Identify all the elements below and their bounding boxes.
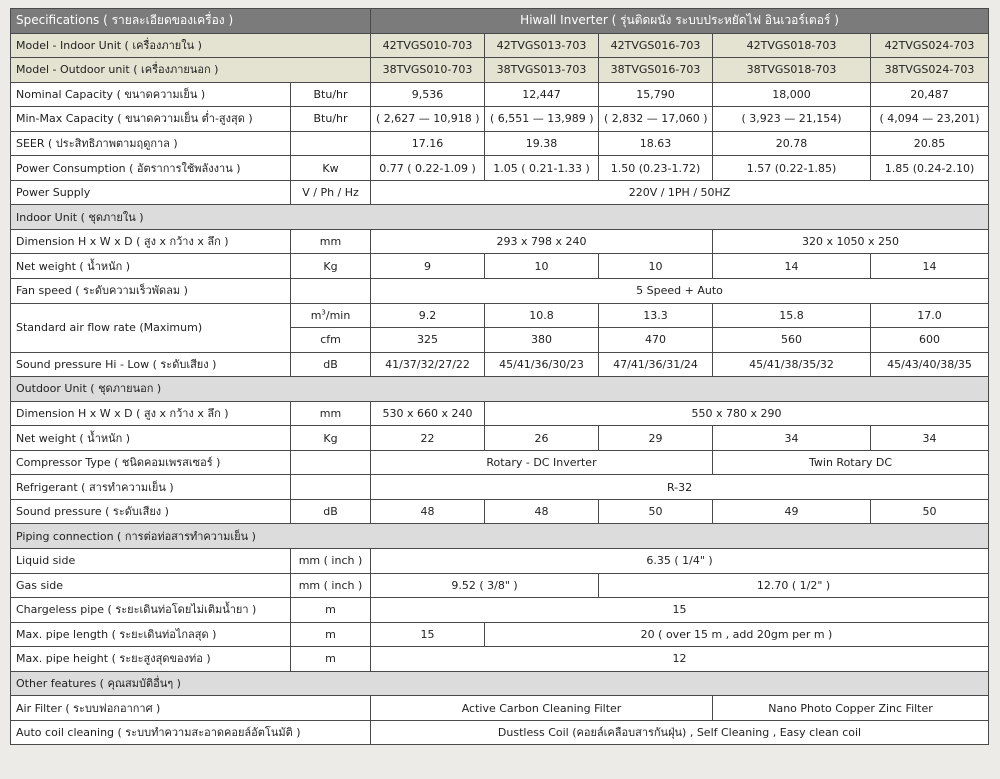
row-label: Max. pipe height ( ระยะสูงสุดของท่อ ) xyxy=(11,647,291,672)
value-cell: 10.8 xyxy=(485,303,599,328)
model-cell: 38TVGS016-703 xyxy=(599,58,713,83)
other-section-row xyxy=(11,671,989,696)
value-cell: 34 xyxy=(871,426,989,451)
minmax-capacity-row xyxy=(11,107,989,132)
row-label: Dimension H x W x D ( สูง x กว้าง x ลึก ) xyxy=(11,401,291,426)
value-cell: 18.63 xyxy=(599,131,713,156)
unit-cell: mm xyxy=(291,401,371,426)
unit-cell: dB xyxy=(291,499,371,524)
value-cell: 15,790 xyxy=(599,82,713,107)
nominal-capacity-row xyxy=(11,82,989,107)
model-cell: 38TVGS010-703 xyxy=(371,58,485,83)
spec-heading: Specifications ( รายละเอียดของเครื่อง ) xyxy=(11,9,371,34)
fan-speed-row xyxy=(11,279,989,304)
value-cell: 15 xyxy=(371,622,485,647)
indoor-dimension-row xyxy=(11,229,989,254)
chargeless-pipe-row xyxy=(11,598,989,623)
row-label: Auto coil cleaning ( ระบบทำความสะอาดคอยล์อัตโนมัติ ) xyxy=(11,720,371,745)
unit-cell xyxy=(291,131,371,156)
value-cell: Dustless Coil (คอยล์เคลือบสารกันฝุ่น) , Self Cleaning , Easy clean coil xyxy=(371,720,989,745)
value-cell: 325 xyxy=(371,328,485,353)
value-cell: 0.77 ( 0.22-1.09 ) xyxy=(371,156,485,181)
row-label: Dimension H x W x D ( สูง x กว้าง x ลึก ) xyxy=(11,229,291,254)
value-cell: 293 x 798 x 240 xyxy=(371,229,713,254)
row-label: Liquid side xyxy=(11,549,291,574)
unit-cell: m xyxy=(291,622,371,647)
value-cell: 45/41/36/30/23 xyxy=(485,352,599,377)
row-label: Net weight ( น้ำหนัก ) xyxy=(11,426,291,451)
row-label: Min-Max Capacity ( ขนาดความเย็น ต่ำ-สูงสุด ) xyxy=(11,107,291,132)
value-cell: 20.78 xyxy=(713,131,871,156)
value-cell: 45/41/38/35/32 xyxy=(713,352,871,377)
liquid-side-row xyxy=(11,549,989,574)
row-label: Air Filter ( ระบบฟอกอากาศ ) xyxy=(11,696,371,721)
seer-row xyxy=(11,131,989,156)
model-cell: 38TVGS024-703 xyxy=(871,58,989,83)
indoor-section-row xyxy=(11,205,989,230)
unit-cell: Btu/hr xyxy=(291,82,371,107)
unit-cell xyxy=(291,303,371,328)
model-cell: 42TVGS016-703 xyxy=(599,33,713,58)
value-cell: 9.2 xyxy=(371,303,485,328)
power-consumption-row xyxy=(11,156,989,181)
value-cell: Nano Photo Copper Zinc Filter xyxy=(713,696,989,721)
value-cell: 49 xyxy=(713,499,871,524)
model-cell: 42TVGS010-703 xyxy=(371,33,485,58)
row-label: Max. pipe length ( ระยะเดินท่อไกลสุด ) xyxy=(11,622,291,647)
value-cell: 48 xyxy=(371,499,485,524)
unit-cell: mm ( inch ) xyxy=(291,549,371,574)
unit-cell: Kw xyxy=(291,156,371,181)
model-cell: 42TVGS018-703 xyxy=(713,33,871,58)
value-cell: 12,447 xyxy=(485,82,599,107)
unit-cell: mm ( inch ) xyxy=(291,573,371,598)
row-label: Chargeless pipe ( ระยะเดินท่อโดยไม่เติมน้ำยา ) xyxy=(11,598,291,623)
value-cell: 220V / 1PH / 50HZ xyxy=(371,180,989,205)
value-cell: Active Carbon Cleaning Filter xyxy=(371,696,713,721)
unit-cell: cfm xyxy=(291,328,371,353)
value-cell: 1.85 (0.24-2.10) xyxy=(871,156,989,181)
title-row xyxy=(11,9,989,34)
value-cell: 50 xyxy=(599,499,713,524)
value-cell: 45/43/40/38/35 xyxy=(871,352,989,377)
outdoor-dimension-row xyxy=(11,401,989,426)
value-cell: 9.52 ( 3/8" ) xyxy=(371,573,599,598)
value-cell: ( 4,094 — 23,201) xyxy=(871,107,989,132)
value-cell: 19.38 xyxy=(485,131,599,156)
row-label: Net weight ( น้ำหนัก ) xyxy=(11,254,291,279)
unit-base: m xyxy=(310,308,322,322)
spec-table xyxy=(10,8,989,745)
value-cell: 320 x 1050 x 250 xyxy=(713,229,989,254)
auto-coil-cleaning-row xyxy=(11,720,989,745)
value-cell: 550 x 780 x 290 xyxy=(485,401,989,426)
value-cell: 15 xyxy=(371,598,989,623)
value-cell: ( 6,551 — 13,989 ) xyxy=(485,107,599,132)
value-cell: 20.85 xyxy=(871,131,989,156)
refrigerant-row xyxy=(11,475,989,500)
row-label: Compressor Type ( ชนิดคอมเพรสเซอร์ ) xyxy=(11,450,291,475)
value-cell: 530 x 660 x 240 xyxy=(371,401,485,426)
gas-side-row xyxy=(11,573,989,598)
unit-cell: dB xyxy=(291,352,371,377)
section-heading: Indoor Unit ( ชุดภายใน ) xyxy=(11,205,989,230)
unit-cell: Kg xyxy=(291,426,371,451)
value-cell: 1.57 (0.22-1.85) xyxy=(713,156,871,181)
power-supply-row xyxy=(11,180,989,205)
outdoor-section-row xyxy=(11,377,989,402)
unit-cell: Btu/hr xyxy=(291,107,371,132)
value-cell: 13.3 xyxy=(599,303,713,328)
unit-cell: Kg xyxy=(291,254,371,279)
unit-cell: m xyxy=(291,647,371,672)
airflow-m3-row xyxy=(11,303,989,328)
value-cell: 15.8 xyxy=(713,303,871,328)
value-cell: 5 Speed + Auto xyxy=(371,279,989,304)
value-cell: 26 xyxy=(485,426,599,451)
value-cell: 12.70 ( 1/2" ) xyxy=(599,573,989,598)
value-cell: ( 2,627 — 10,918 ) xyxy=(371,107,485,132)
row-label: Model - Outdoor unit ( เครื่องภายนอก ) xyxy=(11,58,371,83)
indoor-weight-row xyxy=(11,254,989,279)
value-cell: 14 xyxy=(871,254,989,279)
value-cell: 600 xyxy=(871,328,989,353)
unit-cell xyxy=(291,450,371,475)
unit-cell: V / Ph / Hz xyxy=(291,180,371,205)
unit-tail: /min xyxy=(325,308,351,322)
row-label: Power Consumption ( อัตราการใช้พลังงาน ) xyxy=(11,156,291,181)
value-cell: 1.50 (0.23-1.72) xyxy=(599,156,713,181)
section-heading: Piping connection ( การต่อท่อสารทำความเย็น ) xyxy=(11,524,989,549)
outdoor-sound-row xyxy=(11,499,989,524)
value-cell: 47/41/36/31/24 xyxy=(599,352,713,377)
product-title: Hiwall Inverter ( รุ่นติดผนัง ระบบประหยัดไฟ อินเวอร์เตอร์ ) xyxy=(371,9,989,34)
model-cell: 42TVGS013-703 xyxy=(485,33,599,58)
value-cell: 29 xyxy=(599,426,713,451)
row-label: Sound pressure ( ระดับเสียง ) xyxy=(11,499,291,524)
value-cell: R-32 xyxy=(371,475,989,500)
value-cell: 9,536 xyxy=(371,82,485,107)
value-cell: 12 xyxy=(371,647,989,672)
value-cell: ( 3,923 — 21,154) xyxy=(713,107,871,132)
section-heading: Outdoor Unit ( ชุดภายนอก ) xyxy=(11,377,989,402)
unit-cell xyxy=(291,475,371,500)
max-pipe-length-row xyxy=(11,622,989,647)
value-cell: 6.35 ( 1/4" ) xyxy=(371,549,989,574)
row-label: Sound pressure Hi - Low ( ระดับเสียง ) xyxy=(11,352,291,377)
row-label: SEER ( ประสิทธิภาพตามฤดูกาล ) xyxy=(11,131,291,156)
row-label: Power Supply xyxy=(11,180,291,205)
indoor-model-row xyxy=(11,33,989,58)
value-cell: Twin Rotary DC xyxy=(713,450,989,475)
spec-sheet xyxy=(10,8,988,745)
unit-cell: m xyxy=(291,598,371,623)
row-label: Gas side xyxy=(11,573,291,598)
value-cell: 18,000 xyxy=(713,82,871,107)
value-cell: Rotary - DC Inverter xyxy=(371,450,713,475)
row-label: Standard air flow rate (Maximum) xyxy=(11,303,291,352)
model-cell: 38TVGS018-703 xyxy=(713,58,871,83)
value-cell: 17.0 xyxy=(871,303,989,328)
compressor-row xyxy=(11,450,989,475)
unit-cell xyxy=(291,279,371,304)
value-cell: 20 ( over 15 m , add 20gm per m ) xyxy=(485,622,989,647)
value-cell: 560 xyxy=(713,328,871,353)
max-pipe-height-row xyxy=(11,647,989,672)
row-label: Fan speed ( ระดับความเร็วพัดลม ) xyxy=(11,279,291,304)
value-cell: 470 xyxy=(599,328,713,353)
value-cell: 17.16 xyxy=(371,131,485,156)
row-label: Nominal Capacity ( ขนาดความเย็น ) xyxy=(11,82,291,107)
outdoor-model-row xyxy=(11,58,989,83)
piping-section-row xyxy=(11,524,989,549)
indoor-sound-row xyxy=(11,352,989,377)
value-cell: 50 xyxy=(871,499,989,524)
value-cell: 20,487 xyxy=(871,82,989,107)
value-cell: 9 xyxy=(371,254,485,279)
unit-exponent: 3 xyxy=(321,308,326,317)
value-cell: 10 xyxy=(485,254,599,279)
value-cell: 380 xyxy=(485,328,599,353)
value-cell: 48 xyxy=(485,499,599,524)
value-cell: 14 xyxy=(713,254,871,279)
unit-cell: mm xyxy=(291,229,371,254)
value-cell: 1.05 ( 0.21-1.33 ) xyxy=(485,156,599,181)
section-heading: Other features ( คุณสมบัติอื่นๆ ) xyxy=(11,671,989,696)
row-label: Refrigerant ( สารทำความเย็น ) xyxy=(11,475,291,500)
outdoor-weight-row xyxy=(11,426,989,451)
value-cell: 34 xyxy=(713,426,871,451)
value-cell: 22 xyxy=(371,426,485,451)
value-cell: 10 xyxy=(599,254,713,279)
model-cell: 38TVGS013-703 xyxy=(485,58,599,83)
value-cell: ( 2,832 — 17,060 ) xyxy=(599,107,713,132)
value-cell: 41/37/32/27/22 xyxy=(371,352,485,377)
model-cell: 42TVGS024-703 xyxy=(871,33,989,58)
row-label: Model - Indoor Unit ( เครื่องภายใน ) xyxy=(11,33,371,58)
air-filter-row xyxy=(11,696,989,721)
